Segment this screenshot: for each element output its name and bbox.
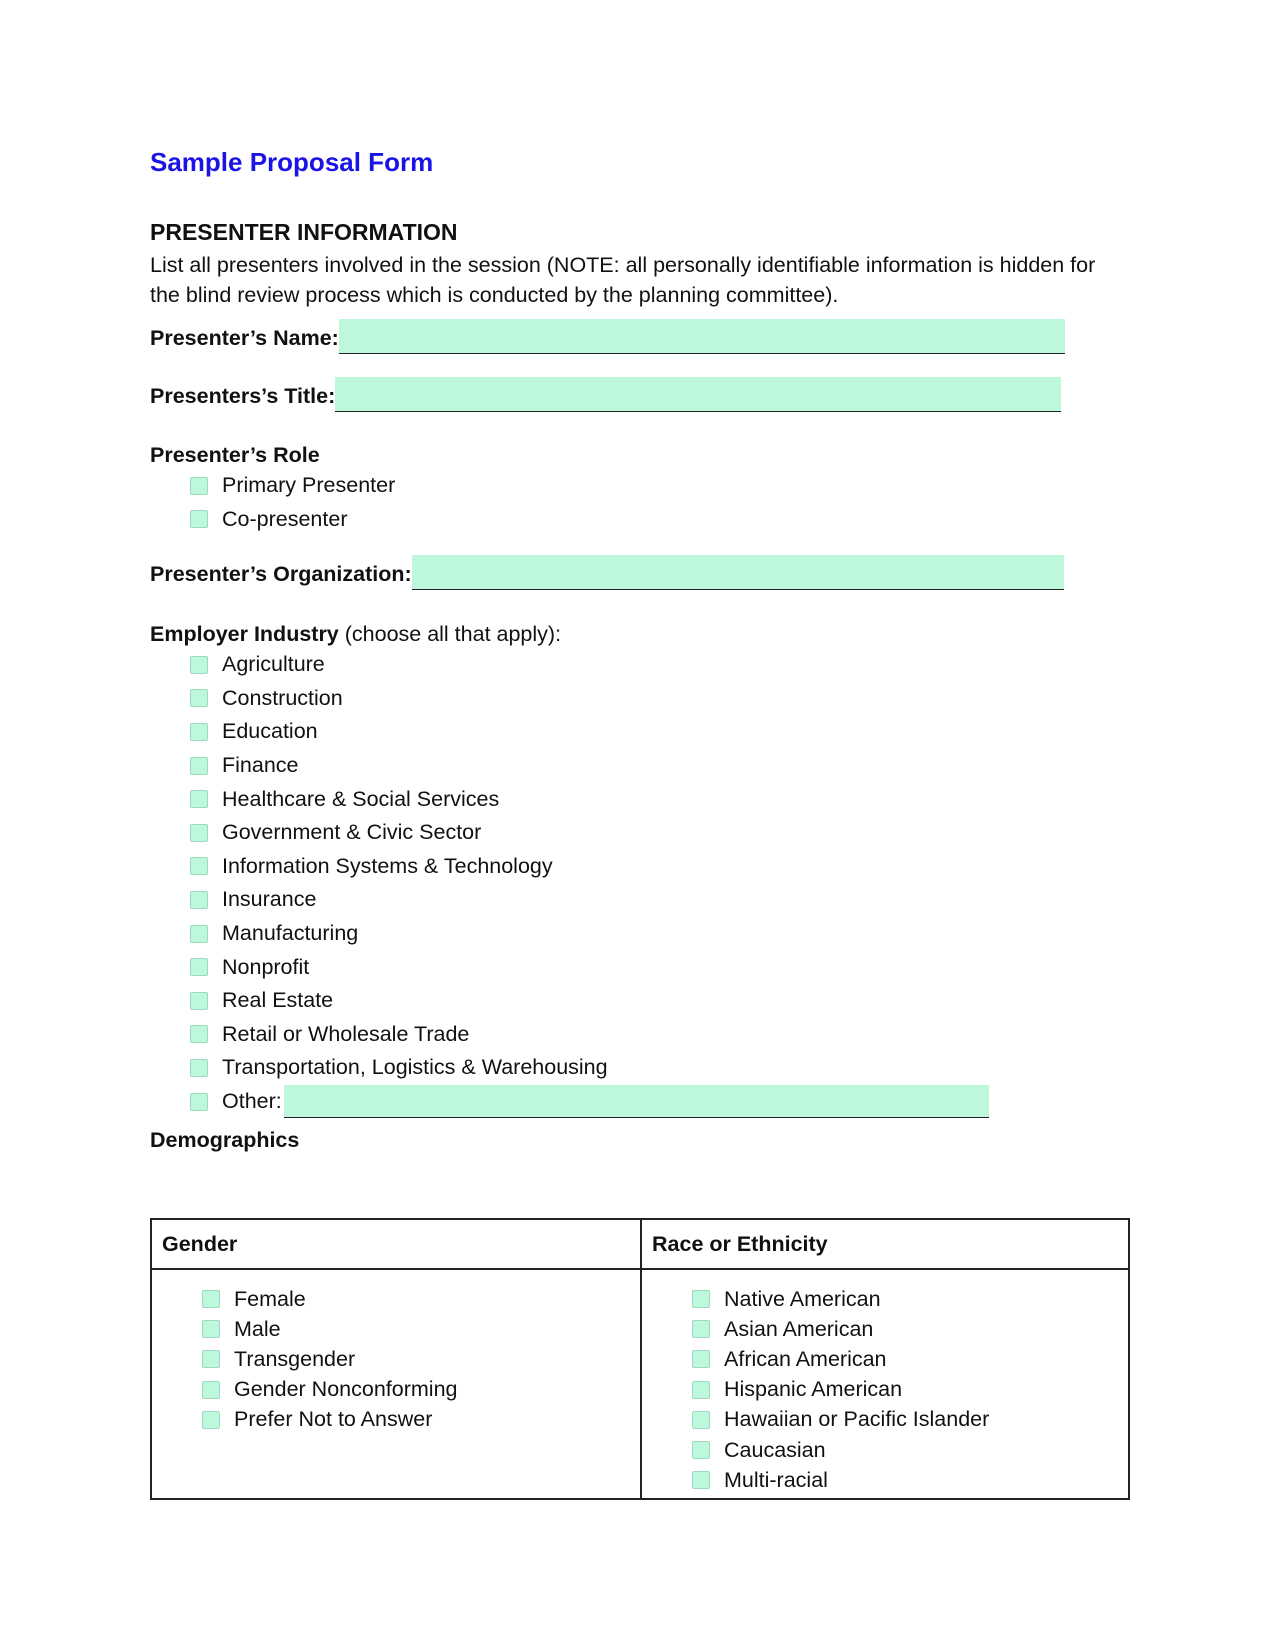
industry-option[interactable]: [190, 883, 989, 917]
gender-option[interactable]: [202, 1284, 640, 1314]
checkbox-icon[interactable]: [190, 857, 208, 875]
employer-industry-list: [190, 648, 989, 1118]
race-column-header: Race or Ethnicity: [642, 1220, 1128, 1270]
presenter-name-label: Presenter’s Name:: [150, 326, 339, 350]
industry-option-label: Finance: [222, 753, 299, 778]
checkbox-icon[interactable]: [190, 510, 208, 528]
section-heading: PRESENTER INFORMATION: [150, 219, 458, 245]
presenter-title-row: [150, 376, 1061, 412]
checkbox-icon[interactable]: [190, 958, 208, 976]
industry-option[interactable]: [190, 1018, 989, 1052]
industry-option[interactable]: [190, 850, 989, 884]
race-option[interactable]: [692, 1314, 1128, 1344]
checkbox-icon[interactable]: [692, 1411, 710, 1429]
gender-option[interactable]: [202, 1344, 640, 1374]
checkbox-icon[interactable]: [190, 1093, 208, 1111]
industry-option[interactable]: [190, 782, 989, 816]
employer-industry-label: Employer Industry: [150, 622, 339, 646]
industry-option-label: Government & Civic Sector: [222, 820, 482, 845]
checkbox-icon[interactable]: [190, 689, 208, 707]
industry-option-label: Construction: [222, 685, 343, 710]
gender-options-list: [202, 1284, 640, 1435]
checkbox-icon[interactable]: [190, 925, 208, 943]
gender-options-cell: [152, 1270, 642, 1498]
industry-option[interactable]: [190, 648, 989, 682]
gender-option[interactable]: [202, 1405, 640, 1435]
industry-option[interactable]: [190, 715, 989, 749]
race-option-label: Asian American: [724, 1316, 874, 1341]
checkbox-icon[interactable]: [190, 723, 208, 741]
race-option[interactable]: [692, 1465, 1128, 1495]
industry-option-label: Retail or Wholesale Trade: [222, 1021, 470, 1046]
gender-option[interactable]: [202, 1375, 640, 1405]
role-option[interactable]: [190, 469, 395, 503]
intro-text: List all presenters involved in the session (NOTE: all personally identifiable information is hidden for the blind review process which is conducted by the planning committee).: [150, 253, 1096, 307]
race-option[interactable]: [692, 1405, 1128, 1435]
employer-industry-note: (choose all that apply):: [338, 622, 562, 646]
race-options-list: [692, 1284, 1128, 1495]
industry-other-label: Other:: [222, 1089, 282, 1114]
checkbox-icon[interactable]: [692, 1320, 710, 1338]
presenter-organization-row: [150, 554, 1064, 590]
race-option[interactable]: [692, 1344, 1128, 1374]
presenter-title-field[interactable]: [335, 377, 1061, 412]
race-options-cell: [642, 1270, 1128, 1498]
race-option-label: Hispanic American: [724, 1377, 903, 1402]
industry-option[interactable]: [190, 1051, 989, 1085]
gender-option-label: Female: [234, 1286, 306, 1311]
presenter-name-field[interactable]: [339, 319, 1065, 354]
form-title: Sample Proposal Form: [150, 147, 434, 177]
presenter-role-list: [190, 469, 395, 536]
checkbox-icon[interactable]: [190, 1059, 208, 1077]
checkbox-icon[interactable]: [190, 992, 208, 1010]
gender-option-label: Transgender: [234, 1346, 356, 1371]
industry-option-label: Education: [222, 719, 318, 744]
industry-option-label: Healthcare & Social Services: [222, 786, 500, 811]
gender-option[interactable]: [202, 1314, 640, 1344]
industry-option[interactable]: [190, 816, 989, 850]
race-option-label: Native American: [724, 1286, 881, 1311]
race-option[interactable]: [692, 1435, 1128, 1465]
industry-option-label: Nonprofit: [222, 954, 310, 979]
role-option-label: Co-presenter: [222, 506, 348, 531]
gender-option-label: Male: [234, 1316, 281, 1341]
employer-industry-heading: [150, 620, 561, 648]
presenter-name-row: [150, 318, 1065, 354]
gender-option-label: Gender Nonconforming: [234, 1377, 458, 1402]
checkbox-icon[interactable]: [202, 1290, 220, 1308]
checkbox-icon[interactable]: [692, 1290, 710, 1308]
race-option-label: African American: [724, 1346, 887, 1371]
gender-column-header: Gender: [152, 1220, 642, 1270]
industry-option-label: Agriculture: [222, 652, 325, 677]
checkbox-icon[interactable]: [190, 891, 208, 909]
checkbox-icon[interactable]: [202, 1381, 220, 1399]
race-option-label: Multi-racial: [724, 1467, 828, 1492]
industry-other-field[interactable]: [284, 1085, 989, 1118]
presenter-organization-field[interactable]: [412, 555, 1064, 590]
industry-option[interactable]: [190, 950, 989, 984]
role-option-label: Primary Presenter: [222, 473, 396, 498]
industry-option-label: Transportation, Logistics & Warehousing: [222, 1055, 608, 1080]
industry-option[interactable]: [190, 984, 989, 1018]
presenter-title-label: Presenters’s Title:: [150, 384, 336, 408]
demographics-heading: Demographics: [150, 1128, 300, 1152]
industry-option-other[interactable]: [190, 1085, 989, 1119]
race-option-label: Hawaiian or Pacific Islander: [724, 1407, 990, 1432]
race-option-label: Caucasian: [724, 1437, 826, 1462]
checkbox-icon[interactable]: [190, 1025, 208, 1043]
presenter-organization-label: Presenter’s Organization:: [150, 562, 412, 586]
checkbox-icon[interactable]: [190, 477, 208, 495]
industry-option[interactable]: [190, 749, 989, 783]
checkbox-icon[interactable]: [190, 790, 208, 808]
checkbox-icon[interactable]: [692, 1381, 710, 1399]
industry-option-label: Insurance: [222, 887, 317, 912]
industry-option-label: Manufacturing: [222, 921, 359, 946]
role-option[interactable]: [190, 503, 395, 537]
race-option[interactable]: [692, 1375, 1128, 1405]
checkbox-icon[interactable]: [202, 1411, 220, 1429]
checkbox-icon[interactable]: [692, 1350, 710, 1368]
demographics-table: [150, 1218, 1130, 1500]
checkbox-icon[interactable]: [692, 1441, 710, 1459]
checkbox-icon[interactable]: [692, 1471, 710, 1489]
race-option[interactable]: [692, 1284, 1128, 1314]
industry-option[interactable]: [190, 682, 989, 716]
industry-option[interactable]: [190, 917, 989, 951]
presenter-role-heading: Presenter’s Role: [150, 443, 320, 467]
industry-option-label: Information Systems & Technology: [222, 853, 553, 878]
checkbox-icon[interactable]: [190, 757, 208, 775]
gender-option-label: Prefer Not to Answer: [234, 1407, 433, 1432]
checkbox-icon[interactable]: [202, 1320, 220, 1338]
checkbox-icon[interactable]: [190, 824, 208, 842]
checkbox-icon[interactable]: [202, 1350, 220, 1368]
checkbox-icon[interactable]: [190, 656, 208, 674]
industry-option-label: Real Estate: [222, 988, 334, 1013]
